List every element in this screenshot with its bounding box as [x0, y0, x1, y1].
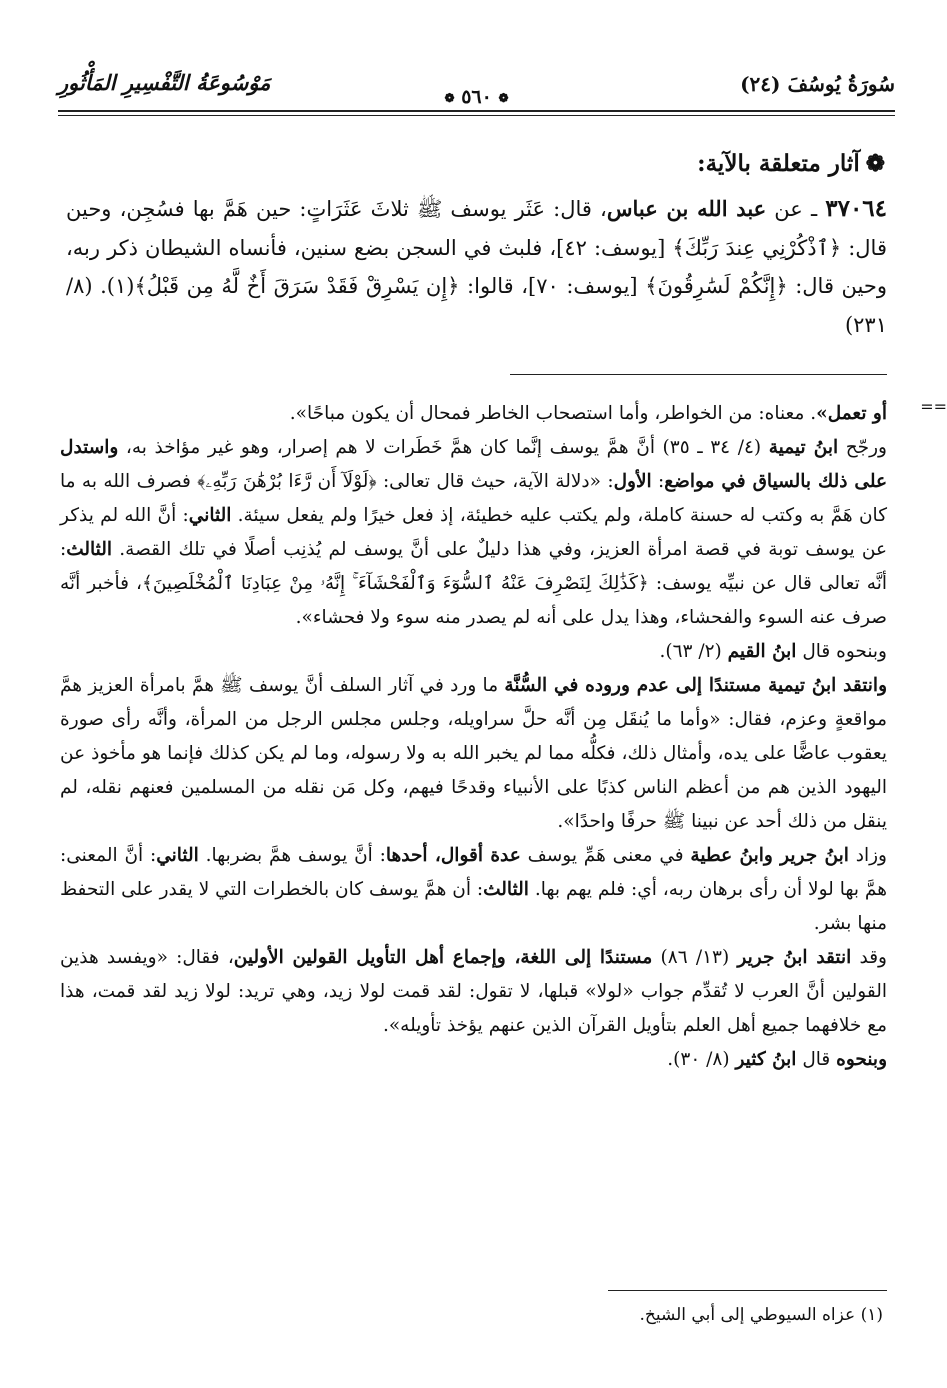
- surah-title: سُورَةُ يُوسُفَ (٢٤): [740, 72, 895, 96]
- note-text: (٢/ ٦٣).: [659, 641, 728, 662]
- note-bold: أو تعمل»: [816, 403, 887, 424]
- note-bold: وبنحوه: [836, 1049, 887, 1070]
- note-bold: ابنُ جرير وابنُ عطية: [690, 845, 849, 866]
- note-text: :: [651, 471, 665, 492]
- note-text: (١٣/ ٨٦): [652, 947, 738, 968]
- note-paragraph: [60, 635, 887, 669]
- narration-body: ، قال: عَثَر يوسف ﷺ ثلاثَ عَثَرَاتٍ: حين هَمَّ بها فسُجِن، وحين قال: ﴿ٱذْكُرْنِي عِندَ رَبِّكَ﴾ [يوسف: ٤٢]، فلبث في السجن بضع سنين، فأنساه الشيطان ذكر ربه، وحين قال: ﴿إِنَّكُمْ لَسَٰرِقُونَ﴾ [يوسف: ٧٠]، قالوا: ﴿إِن يَسْرِقْ فَقَدْ سَرَقَ أَخٌ لَّهُ مِن قَبْلُ﴾(١). (٨/ ٢٣١): [66, 197, 888, 337]
- note-text: : أنَّ الله لم يذكر عن يوسف توبة في قصة امرأة العزيز، وفي هذا دليلٌ على أنَّ يوسف لم يُذنِب أصلًا في تلك القصة.: [60, 505, 887, 560]
- note-text: ما ورد في آثار السلف أنَّ يوسف ﷺ همَّ بامرأة العزيز همَّ مواقعةٍ وعزم، فقال: «وأما ما يُنقَل مِن أنَّه حلَّ سراويله، وجلس مجلس الرجل من المرأة، وأنَّه رأى صورة يعقوب عاضًّا على يده، وأمثال ذلك، فكلُّه مما لم يخبر الله به ولا رسوله، وما لم يكن كذلك فإنما هو مأخوذ عن اليهود الذين هم من أعظم الناس كذبًا على الأنبياء وقدحًا فيهم، وكل مَن نقله من المسلمين فعنهم نقله، لم ينقل من ذلك أحد عن نبينا ﷺ حرفًا واحدًا».: [60, 675, 887, 832]
- footnote: (١) عزاه السيوطي إلى أبي الشيخ.: [639, 1305, 883, 1325]
- note-bold: وانتقد ابنُ تيمية مستندًا إلى عدم وروده في السُّنَّة: [504, 675, 887, 696]
- note-text: : أنَّ المعنى: همَّ بها لولا أن رأى برهان ربه، أي: فلم يهم بها.: [60, 845, 887, 900]
- note-text: قال: [796, 1049, 837, 1070]
- note-text: وزاد: [848, 845, 887, 866]
- note-paragraph: [60, 941, 887, 1043]
- note-bold: الأول: [613, 471, 652, 492]
- note-bold: الثالث: [483, 879, 529, 900]
- note-bold: ابنُ تيمية: [768, 437, 839, 458]
- note-bold: الثالث: [66, 539, 113, 560]
- note-paragraph: [60, 1043, 887, 1077]
- series-title: مَوْسُوعَةُ التَّفْسِيرِ المَأْثُورِ: [58, 70, 271, 95]
- page-header: [58, 70, 895, 110]
- narration-number: ٣٧٠٦٤: [825, 195, 888, 222]
- narration-lead: ـ عن: [766, 197, 826, 221]
- note-text: (٨/ ٣٠).: [667, 1049, 736, 1070]
- note-text: (٤/ ٣٤ ـ ٣٥) أنَّ همَّ يوسف إنَّما كان همَّ خَطَرات لا هم إصرار، وهو غير مؤاخذ به،: [118, 437, 769, 458]
- note-bold: الثاني: [188, 505, 232, 526]
- notes-divider: [510, 374, 887, 375]
- header-rule: [58, 110, 895, 112]
- star-ornament-icon: ❁: [865, 150, 885, 177]
- note-paragraph: [60, 669, 887, 839]
- section-heading-text: آثار متعلقة بالآية:: [697, 150, 860, 177]
- note-text: وبنحوه قال: [796, 641, 887, 662]
- continuation-mark: ==: [920, 397, 947, 416]
- header-rule-thin: [58, 115, 895, 116]
- notes-block: [60, 397, 887, 1077]
- section-heading: [485, 150, 885, 177]
- note-text: : أنَّ يوسف همَّ بضربها.: [198, 845, 386, 866]
- ornament-icon: ❁: [444, 91, 455, 105]
- note-paragraph: [60, 397, 887, 431]
- note-paragraph: [60, 431, 887, 635]
- note-bold: الثاني: [156, 845, 199, 866]
- note-text: وقد: [851, 947, 887, 968]
- page-number: ٥٦٠: [461, 86, 492, 108]
- narration-block: [66, 190, 887, 344]
- note-text: : أنَّه تعالى قال عن نبيِّه يوسف: ﴿كَذَٰلِكَ لِنَصْرِفَ عَنْهُ ٱلسُّوٓءَ وَٱلْفَحْشَآءَ ۚ إِنَّهُۥ مِنْ عِبَادِنَا ٱلْمُخْلَصِينَ﴾، فأخبر أنَّه صرف عنه السوء والفحشاء، وهذا يدل على أنه لم يصدر منه سوء ولا فحشاء».: [60, 539, 887, 628]
- note-bold: ابنُ كثير: [735, 1049, 797, 1070]
- ornament-icon: ❁: [498, 91, 509, 105]
- footnote-divider: [608, 1290, 887, 1291]
- note-bold: واستدل على ذلك بالسياق في مواضع: [60, 437, 888, 492]
- note-paragraph: [60, 839, 887, 941]
- note-bold: عدة أقوال، أحدها: [385, 845, 521, 866]
- note-text: ، فقال: «ويفسد هذين القولين أنَّ العرب لا تُقدِّم جواب «لولا» قبلها، لا تقول: لقد قمت لولا زيد، وهي تريد: لولا زيد لقد قمت، هذا مع خلافهما جميع أهل العلم بتأويل القرآن الذين عنهم يؤخذ تأويله».: [60, 947, 887, 1036]
- note-text: : أن همَّ يوسف كان بالخطرات التي لا يقدر على التحفظ منها بشر.: [60, 879, 887, 934]
- note-bold: مستندًا إلى اللغة، وإجماع أهل التأويل القولين الأولين: [233, 947, 653, 968]
- note-text: في معنى هَمِّ يوسف: [520, 845, 691, 866]
- note-text: : «دلالة الآية، حيث قال تعالى: ﴿لَوْلَآ أَن رَّءَا بُرْهَٰنَ رَبِّهِۦ﴾ فصرف الله به ما كان هَمَّ به وكتب له حسنة كاملة، ولم يكتب عليه خطيئة، إذ فعل خيرًا ولم يفعل سيئة.: [60, 471, 887, 526]
- note-text: ورجّح: [838, 437, 887, 458]
- note-bold: ابنُ القيم: [727, 641, 797, 662]
- narrator-name: عبد الله بن عباس: [606, 196, 767, 221]
- note-text: . معناه: من الخواطر، وأما استصحاب الخاطر فمحال أن يكون مباحًا».: [289, 403, 817, 424]
- note-bold: انتقد ابنُ جرير: [737, 947, 852, 968]
